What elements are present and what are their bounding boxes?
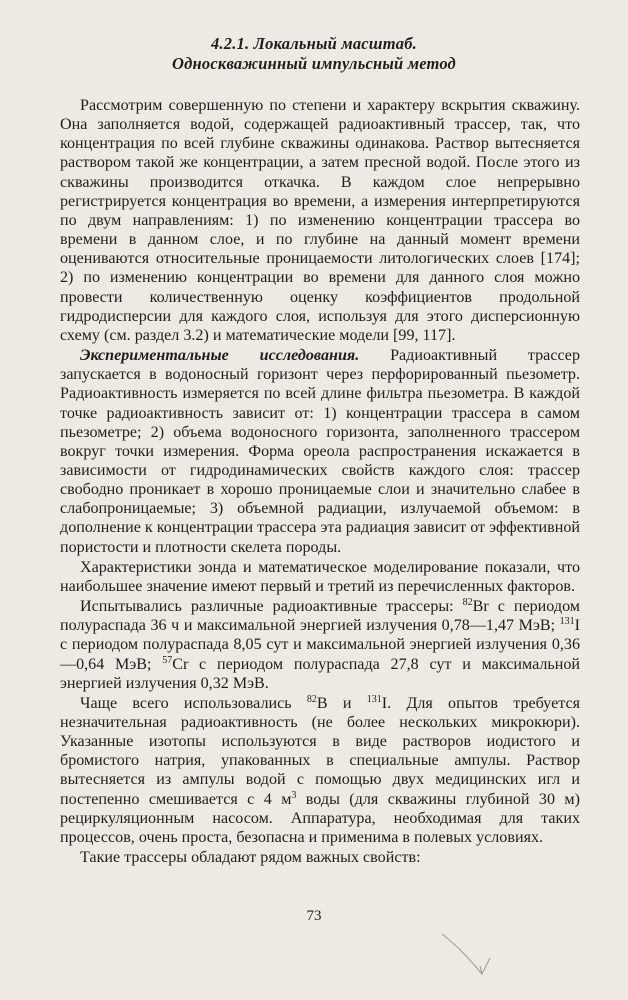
section-heading <box>0 34 628 74</box>
page-number: 73 <box>306 908 322 924</box>
paragraph: Характеристики зонда и математическое моделирование показали, что наибольшее значение имеют первый и третий из перечисленных факторов. <box>60 558 580 595</box>
paragraph: Такие трассеры обладают рядом важных свойств: <box>80 849 421 867</box>
paragraph: Экспериментальные исследования. Радиоактивный трассер запускается в водоносный горизонт через перфорированный пьезометр. Радиоактивность измеряется по всей длине фильтра пьезометра. В каждой точке радиоактивность зависит от: 1) концентрации трассера в самом пьезометре; 2) объема водоносного горизонта, заполненного трассером вокруг точки измерения. Форма ореола распространения искажается в зависимости от гидродинамических свойств каждого слоя: трассер свободно проникает в хорошо проницаемые слои и значительно слабее в слабопроницаемые; 3) объемной радиации, излучаемой объемом: в дополнение к концентрации трассера эта радиация зависит от эффективной пористости и плотности скелета породы. <box>60 347 580 556</box>
paragraph-lead: Экспериментальные исследования. <box>80 347 360 365</box>
heading-line-1: 4.2.1. Локальный масштаб. <box>210 34 417 53</box>
body-text <box>60 96 580 868</box>
paragraph: Испытывались различные радиоактивные трассеры: $^{82}$Br с периодом полураспада 36 ч и максимальной энергией излучения 0,78—1,47 МэВ; $^{131}$I с периодом полураспада 8,05 сут и максимальной энергией излучения 0,36—0,64 МэВ; $^{57}$Cr с периодом полураспада 27,8 сут и максимальной энергией излучения 0,32 МэВ. <box>60 597 580 692</box>
heading-line-2: Односкважинный импульсный метод <box>172 54 456 73</box>
paragraph: Рассмотрим совершенную по степени и характеру вскрытия скважину. Она заполняется водой, содержащей радиоактивный трассер, так, что концентрация по всей глубине скважины одинакова. Раствор вытесняется раствором такой же концентрации, а затем пресной водой. После этого из скважины производится откачка. В каждом слое непрерывно регистрируется концентрация во времени, а измерения интерпретируются по двум направлениям: 1) по изменению концентрации трассера во времени в данном слое, и по глубине на данный момент времени оцениваются относительные проницаемости литологических слоев [174]; 2) по изменению концентрации во времени для данного слоя можно провести количественную оценку коэффициентов продольной гидродисперсии для каждого слоя, используя для этого дисперсионную схему (см. раздел 3.2) и математические модели [99, 117]. <box>60 97 580 344</box>
pencil-mark <box>440 930 520 980</box>
paragraph: Чаще всего использовались $^{82}$B и $^{131}$I. Для опытов требуется незначительная радиоактивность (не более нескольких микрокюри). Указанные изотопы используются в виде растворов иодистого и бромистого натрия, упакованных в специальные ампулы. Раствор вытесняется из ампулы водой с помощью двух медицинских игл и постепенно смешивается с 4 $м^3$ воды (для скважины глубиной 30 м) рециркуляционным насосом. Аппаратура, необходимая для таких процессов, очень проста, безопасна и применима в полевых условиях. <box>60 693 580 846</box>
